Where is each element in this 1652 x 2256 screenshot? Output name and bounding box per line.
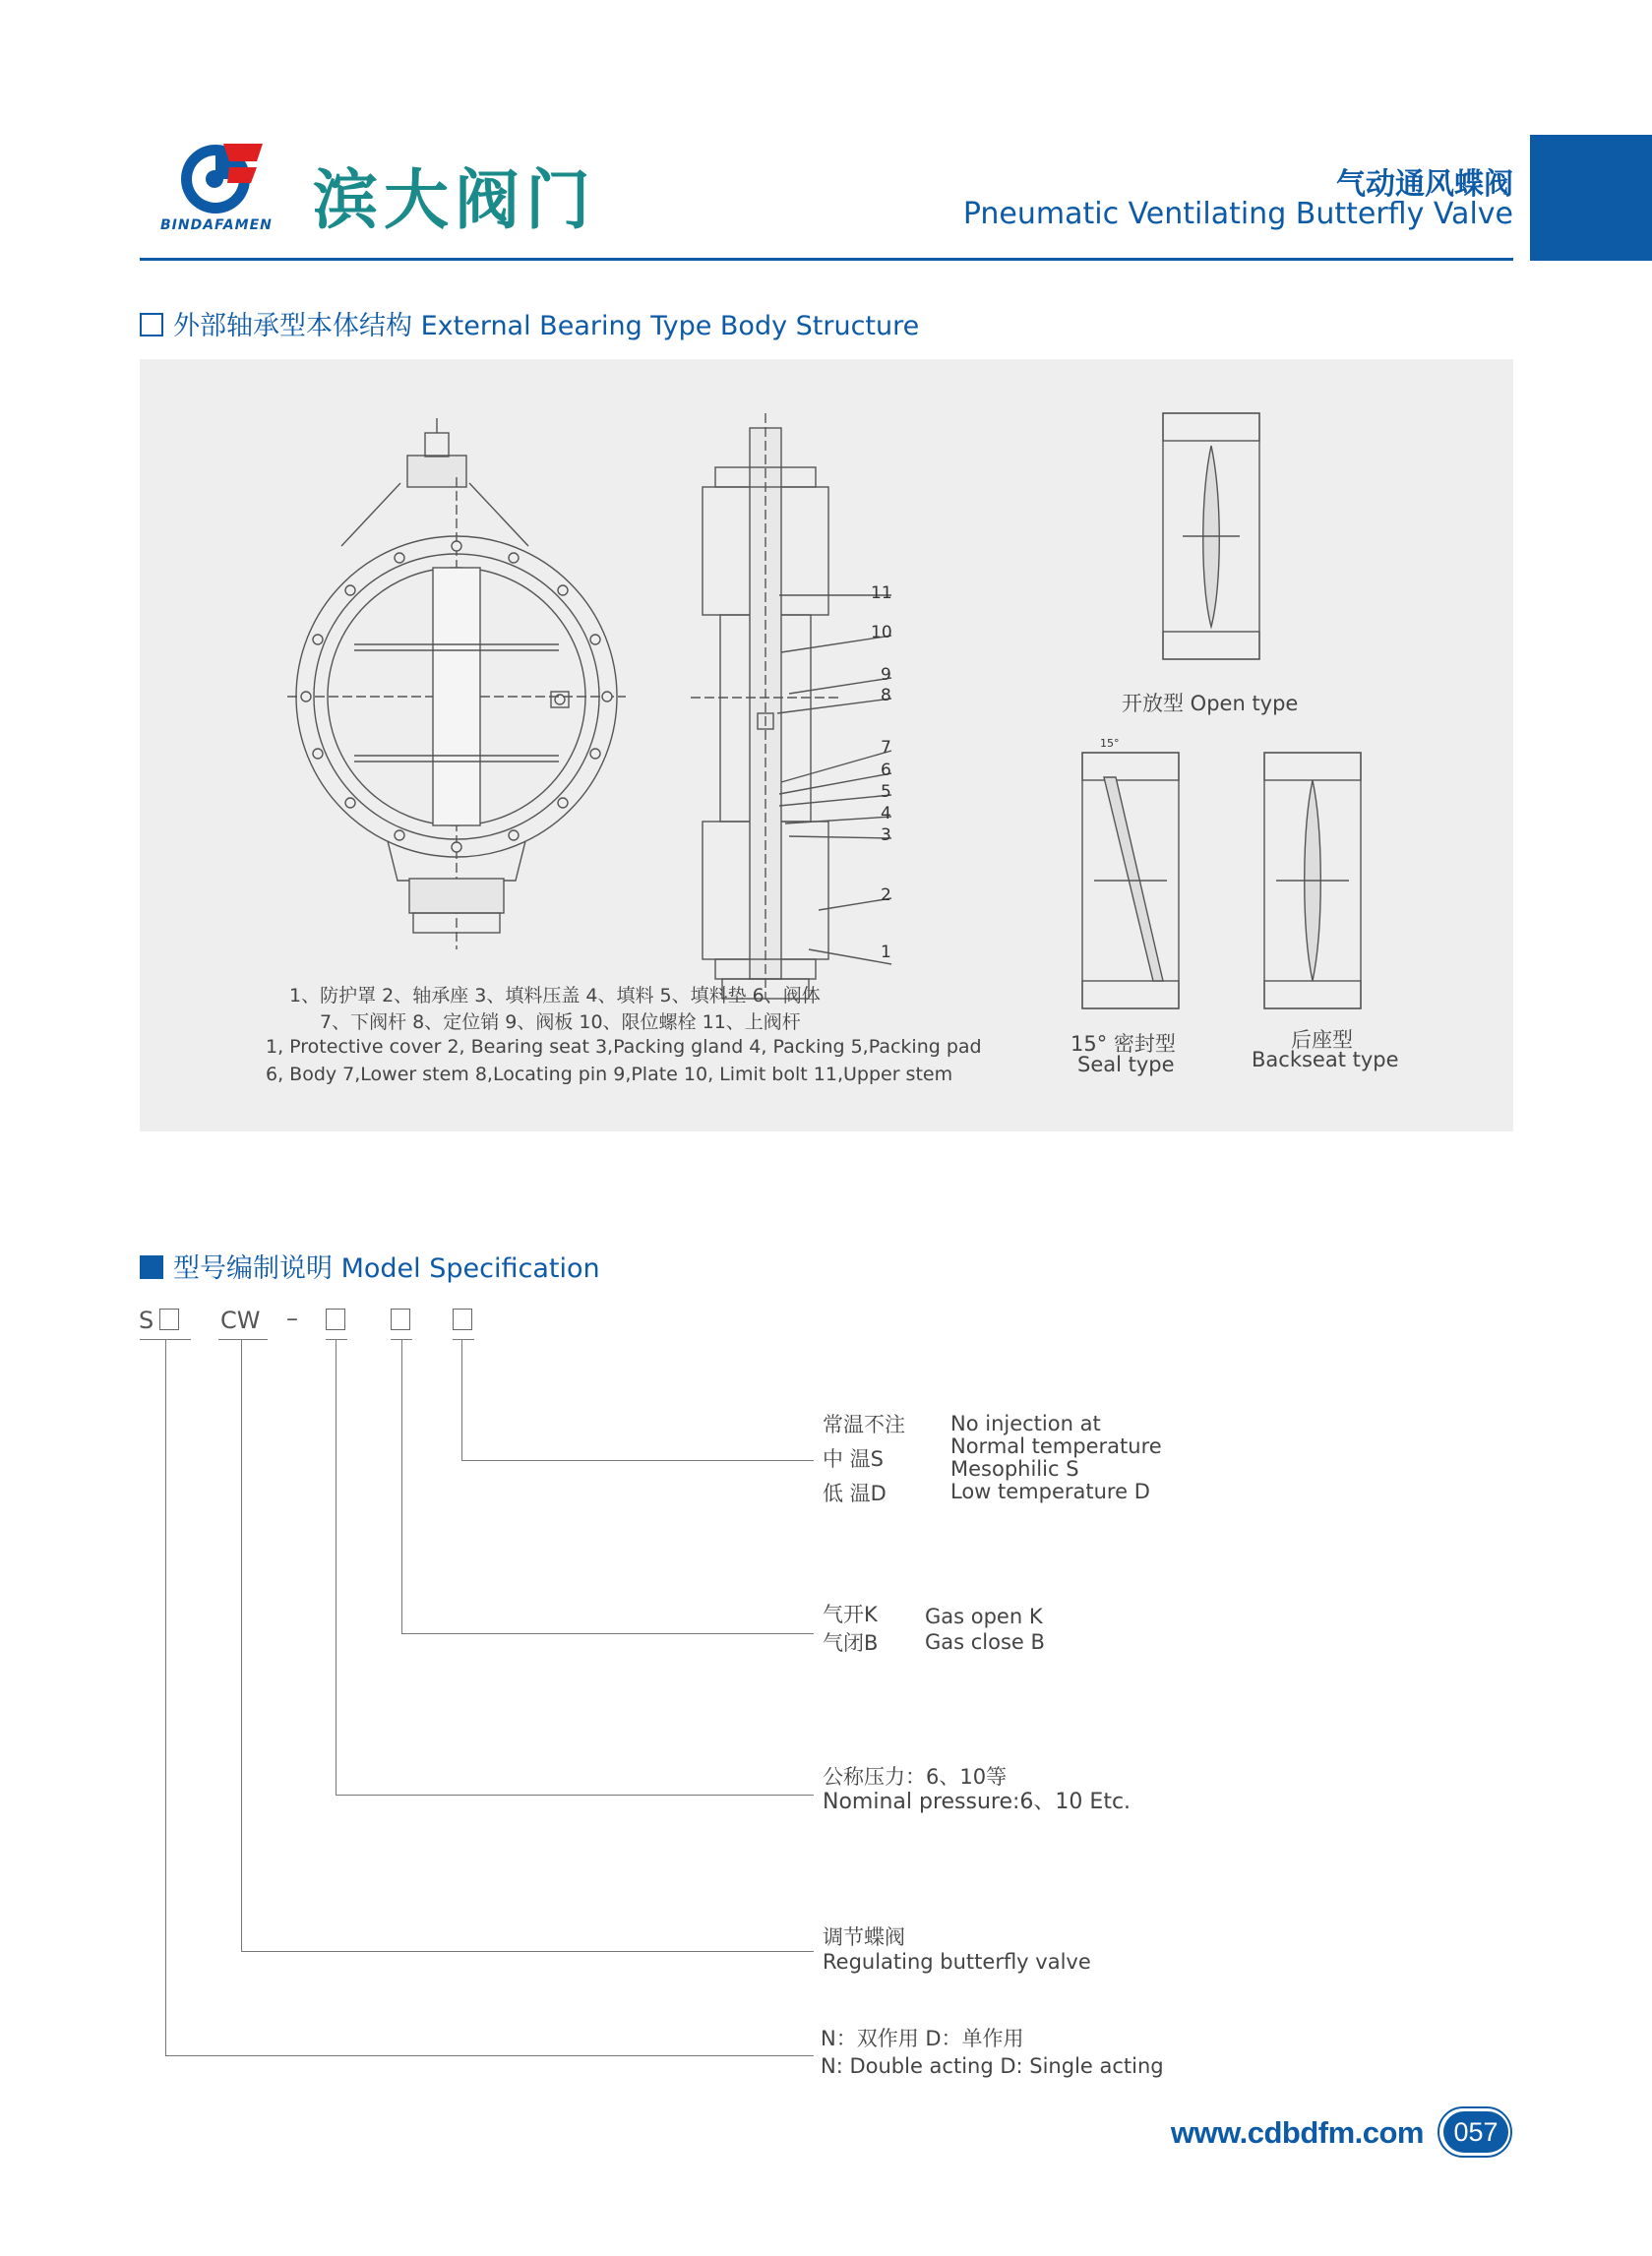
callout-1: 1 bbox=[881, 943, 891, 962]
open-type-label: 开放型 Open type bbox=[1122, 692, 1299, 715]
callout-9: 9 bbox=[881, 665, 891, 685]
callout-2: 2 bbox=[881, 885, 891, 905]
acting-cn: N：双作用 D：单作用 bbox=[821, 2027, 1024, 2050]
brand-name-cn: 滨大阀门 bbox=[313, 162, 596, 238]
parts-list-cn-2: 7、下阀杆 8、定位销 9、阀板 10、限位螺栓 11、上阀杆 bbox=[320, 1011, 801, 1033]
header-accent-tab bbox=[1530, 135, 1652, 261]
section-structure-heading: 外部轴承型本体结构 External Bearing Type Body Structure bbox=[140, 304, 919, 342]
page-title-cn: 气动通风蝶阀 bbox=[1336, 167, 1513, 202]
temp-cn-2: 中 温S bbox=[823, 1447, 885, 1471]
code-box-1 bbox=[159, 1309, 179, 1330]
callout-11: 11 bbox=[871, 583, 892, 603]
gas-en-1: Gas open K bbox=[925, 1605, 1043, 1628]
code-cw: CW bbox=[220, 1307, 261, 1334]
acting-en: N: Double acting D: Single acting bbox=[821, 2054, 1164, 2078]
pressure-cn: 公称压力：6、10等 bbox=[823, 1765, 1008, 1789]
pressure-en: Nominal pressure:6、10 Etc. bbox=[823, 1790, 1132, 1814]
page-number: 057 bbox=[1443, 2111, 1508, 2153]
callout-6: 6 bbox=[881, 761, 891, 780]
parts-list-en-2: 6, Body 7,Lower stem 8,Locating pin 9,Plate 10, Limit bolt 11,Upper stem bbox=[266, 1064, 953, 1085]
backseat-type-cn: 后座型 bbox=[1291, 1028, 1353, 1052]
website-link[interactable]: www.cdbdfm.com bbox=[1170, 2115, 1424, 2150]
structure-diagram-panel bbox=[140, 359, 1513, 1131]
code-s: S bbox=[139, 1307, 154, 1334]
backseat-type-en: Backseat type bbox=[1252, 1048, 1399, 1071]
regulating-cn: 调节蝶阀 bbox=[823, 1925, 905, 1949]
callout-5: 5 bbox=[881, 782, 891, 802]
code-box-2 bbox=[326, 1309, 345, 1330]
gas-cn-2: 气闭B bbox=[823, 1631, 879, 1655]
outline-square-icon bbox=[140, 313, 163, 336]
temp-en-1: No injection at bbox=[950, 1412, 1101, 1435]
brand-logo-icon bbox=[172, 138, 271, 218]
callout-7: 7 bbox=[881, 738, 891, 758]
temp-cn-3: 低 温D bbox=[823, 1482, 887, 1505]
temp-cn-1: 常温不注 bbox=[823, 1413, 905, 1436]
seal-type-cn: 15° 密封型 bbox=[1071, 1032, 1176, 1056]
callout-8: 8 bbox=[881, 686, 891, 705]
temp-en-4: Low temperature D bbox=[950, 1480, 1150, 1503]
angle-label: 15° bbox=[1100, 737, 1120, 750]
temp-en-2: Normal temperature bbox=[950, 1434, 1162, 1458]
code-dash: – bbox=[286, 1305, 298, 1332]
parts-list-cn-1: 1、防护罩 2、轴承座 3、填料压盖 4、填料 5、填料垫 6、阀体 bbox=[289, 985, 821, 1006]
callout-4: 4 bbox=[881, 804, 891, 823]
callout-10: 10 bbox=[871, 623, 892, 642]
parts-list-en-1: 1, Protective cover 2, Bearing seat 3,Packing gland 4, Packing 5,Packing pad bbox=[266, 1036, 982, 1058]
filled-square-icon bbox=[140, 1255, 163, 1279]
gas-cn-1: 气开K bbox=[823, 1603, 878, 1626]
gas-en-2: Gas close B bbox=[925, 1630, 1045, 1654]
code-box-4 bbox=[453, 1309, 472, 1330]
brand-name-en: BINDAFAMEN bbox=[160, 217, 273, 233]
seal-type-en: Seal type bbox=[1077, 1053, 1175, 1076]
regulating-en: Regulating butterfly valve bbox=[823, 1950, 1091, 1974]
page-title-en: Pneumatic Ventilating Butterfly Valve bbox=[962, 197, 1513, 231]
code-box-3 bbox=[391, 1309, 410, 1330]
callout-3: 3 bbox=[881, 825, 891, 845]
header-divider bbox=[140, 258, 1513, 261]
section-model-heading: 型号编制说明 Model Specification bbox=[140, 1247, 600, 1285]
temp-en-3: Mesophilic S bbox=[950, 1457, 1079, 1481]
